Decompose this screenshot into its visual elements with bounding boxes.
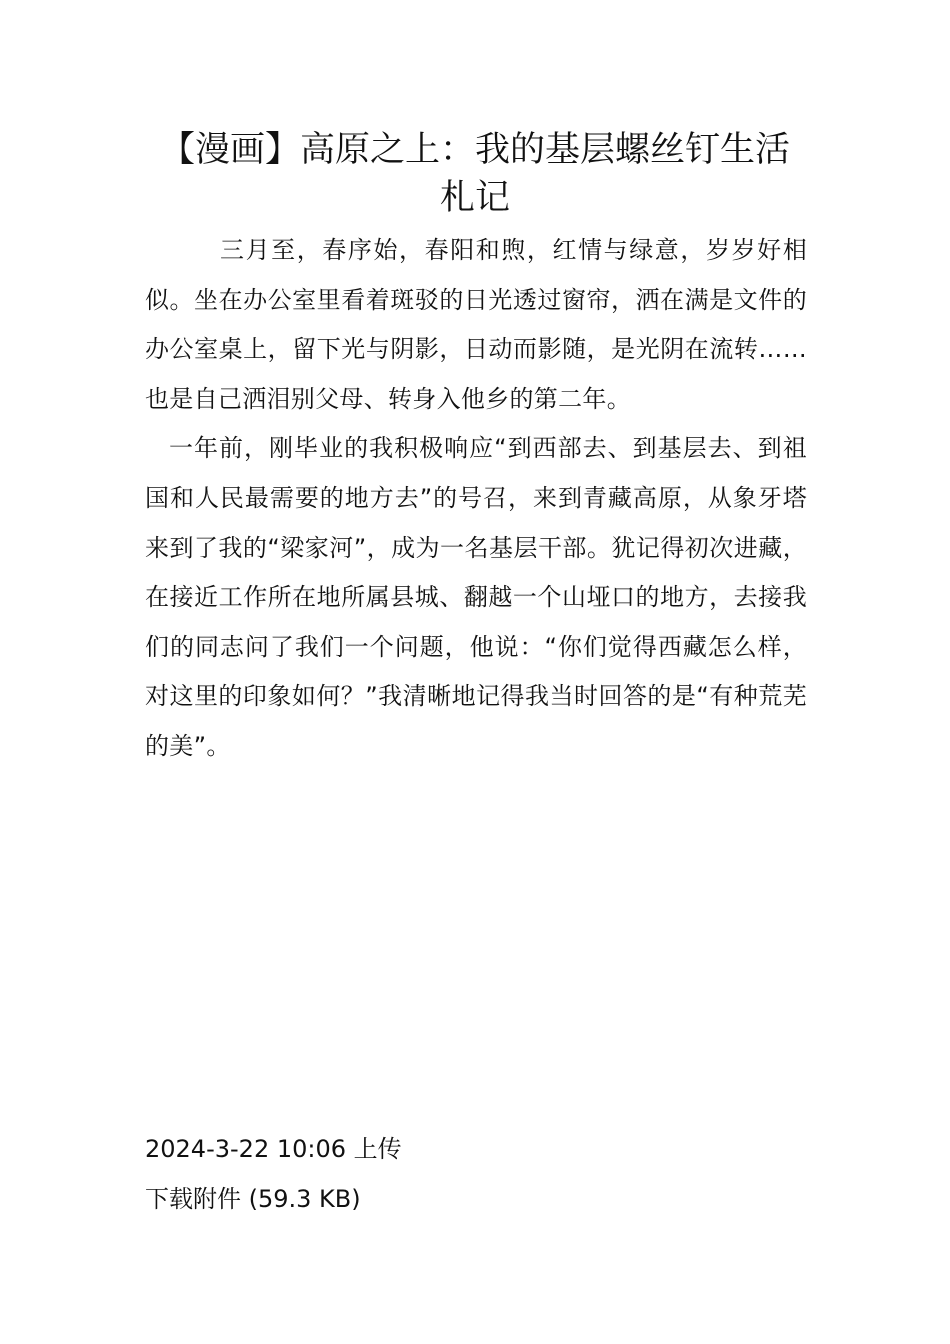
paragraph-1: 三月至，春序始，春阳和煦，红情与绿意，岁岁好相似。坐在办公室里看着斑驳的日光透过窗帘，洒在满是文件的办公室桌上，留下光与阴影，日动而影随，是光阴在流转……也是自己洒泪别父母、转身入他乡的第二年。	[145, 236, 807, 413]
article-title: 【漫画】高原之上：我的基层螺丝钉生活札记	[159, 130, 790, 218]
paragraph-2: 一年前，刚毕业的我积极响应“到西部去、到基层去、到祖国和人民最需要的地方去”的号召，来到青藏高原，从象牙塔来到了我的“梁家河”，成为一名基层干部。犹记得初次进藏，在接近工作所在地所属县城、翻越一个山垭口的地方，去接我们的同志问了我们一个问题，他说：“你们觉得西藏怎么样，对这里的印象如何？”我清晰地记得我当时回答的是“有种荒芜的美”。	[145, 434, 807, 760]
download-attachment-link[interactable]: 下载附件 (59.3 KB)	[145, 1185, 361, 1213]
upload-timestamp: 2024-3-22 10:06 上传	[145, 1135, 402, 1163]
attachment-info	[145, 1124, 402, 1224]
article-body	[145, 226, 807, 772]
